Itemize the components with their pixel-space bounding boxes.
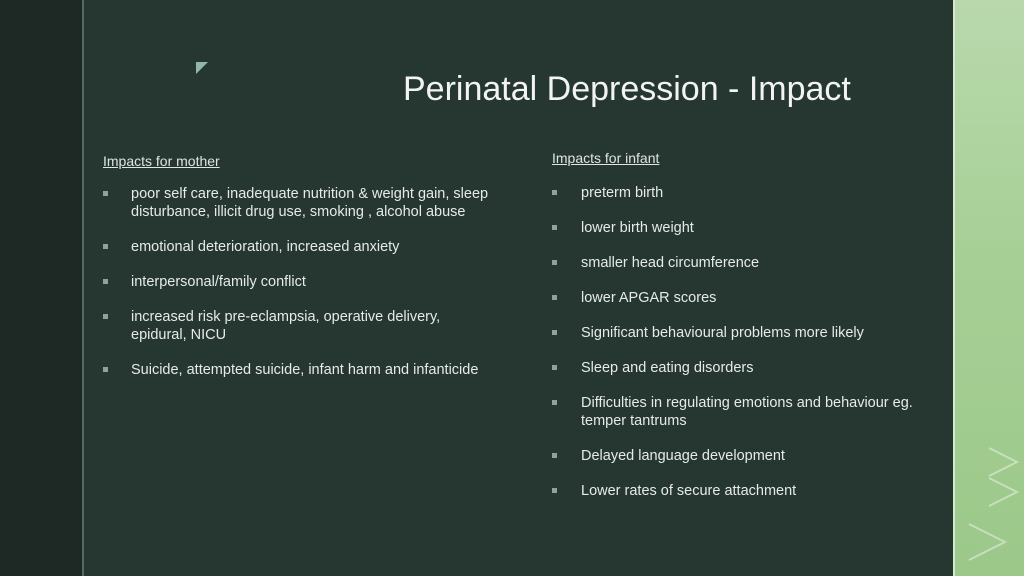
list-item-text: Significant behavioural problems more likely <box>581 325 864 341</box>
bullet-icon <box>103 314 108 319</box>
corner-triangle-icon <box>196 62 208 74</box>
list-item <box>552 184 932 202</box>
list-item <box>552 394 932 430</box>
mother-impacts-heading: Impacts for mother <box>103 153 220 169</box>
bullet-icon <box>552 330 557 335</box>
left-decorative-band <box>0 0 82 576</box>
infant-impacts-list <box>552 184 932 500</box>
left-divider-line <box>82 0 84 576</box>
mother-impacts-list <box>103 185 493 379</box>
bullet-icon <box>103 367 108 372</box>
right-decorative-panel <box>955 0 1024 576</box>
list-item <box>103 308 493 344</box>
infant-impacts-heading: Impacts for infant <box>552 150 660 166</box>
slide-title: Perinatal Depression - Impact <box>403 70 851 108</box>
list-item <box>552 447 932 465</box>
list-item-text: emotional deterioration, increased anxiety <box>131 239 400 255</box>
bullet-icon <box>552 295 557 300</box>
chevron-pattern-icon <box>955 0 1024 576</box>
list-item <box>552 482 932 500</box>
list-item-text: poor self care, inadequate nutrition & weight gain, sleep disturbance, illicit drug use, smoking , alcohol abuse <box>131 186 489 220</box>
list-item-text: interpersonal/family conflict <box>131 274 306 290</box>
bullet-icon <box>552 400 557 405</box>
mother-impacts-column <box>103 153 493 396</box>
list-item <box>552 359 932 377</box>
list-item-text: Difficulties in regulating emotions and behaviour eg. temper tantrums <box>581 395 913 429</box>
list-item-text: Sleep and eating disorders <box>581 360 754 376</box>
bullet-icon <box>552 190 557 195</box>
bullet-icon <box>552 260 557 265</box>
list-item-text: Lower rates of secure attachment <box>581 483 797 499</box>
bullet-icon <box>103 244 108 249</box>
list-item-text: Delayed language development <box>581 448 785 464</box>
list-item <box>103 185 493 221</box>
list-item <box>103 273 493 291</box>
list-item-text: Suicide, attempted suicide, infant harm and infanticide <box>131 362 479 378</box>
bullet-icon <box>103 191 108 196</box>
list-item-text: preterm birth <box>581 185 664 201</box>
list-item <box>552 289 932 307</box>
bullet-icon <box>552 488 557 493</box>
list-item-text: lower APGAR scores <box>581 290 717 306</box>
list-item <box>552 324 932 342</box>
bullet-icon <box>103 279 108 284</box>
bullet-icon <box>552 453 557 458</box>
infant-impacts-column <box>552 150 932 517</box>
list-item <box>103 361 493 379</box>
bullet-icon <box>552 225 557 230</box>
list-item-text: smaller head circumference <box>581 255 760 271</box>
list-item-text: increased risk pre-eclampsia, operative delivery, epidural, NICU <box>131 309 441 343</box>
list-item-text: lower birth weight <box>581 220 694 236</box>
list-item <box>552 219 932 237</box>
bullet-icon <box>552 365 557 370</box>
list-item <box>103 238 493 256</box>
list-item <box>552 254 932 272</box>
